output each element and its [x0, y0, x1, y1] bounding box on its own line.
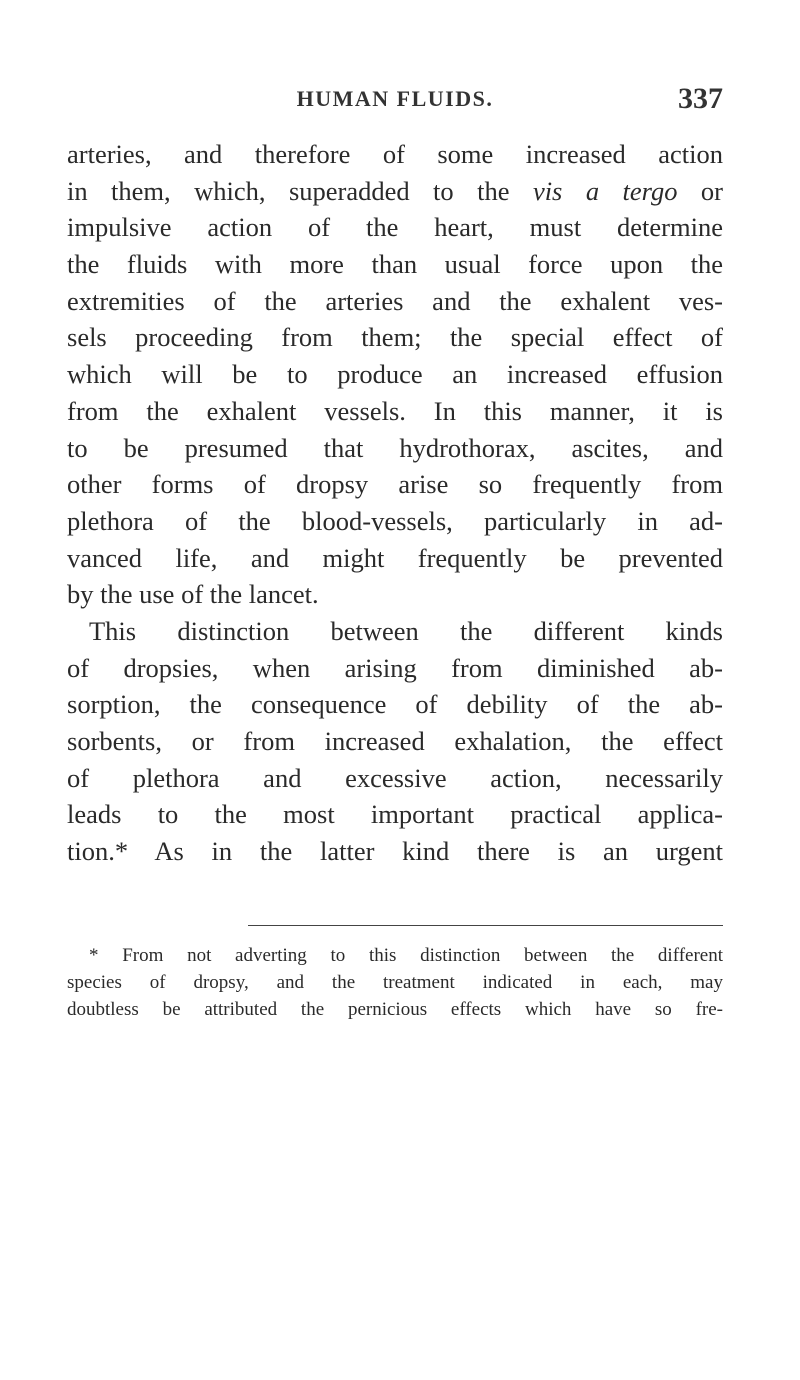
text-line: by the use of the lancet. [67, 579, 319, 610]
text-line: the fluids with more than usual force upon the [67, 249, 723, 280]
text-line [67, 173, 723, 210]
running-head [67, 82, 723, 116]
main-text [67, 136, 723, 870]
text-line-end: or [677, 175, 723, 206]
text-line: extremities of the arteries and the exhalent ves- [67, 285, 723, 316]
text-line: from the exhalent vessels. In this manner, it is [67, 395, 723, 426]
text-line: sels proceeding from them; the special effect of [67, 322, 723, 353]
text-line: of dropsies, when arising from diminished ab- [67, 652, 723, 683]
text-line: leads to the most important practical applica- [67, 799, 723, 830]
text-line: plethora of the blood-vessels, particularly in ad- [67, 505, 723, 536]
text-line: vanced life, and might frequently be prevented [67, 542, 723, 573]
footnote [67, 942, 723, 1023]
footnote-line: * From not adverting to this distinction between the different [89, 945, 723, 966]
text-line-start: in them, which, superadded to the [67, 175, 533, 206]
running-title: HUMAN FLUIDS. [296, 86, 494, 111]
text-line: sorbents, or from increased exhalation, the effect [67, 726, 723, 756]
text-line: of plethora and excessive action, necessarily [67, 762, 723, 793]
text-line: which will be to produce an increased effusion [67, 359, 723, 390]
footnote-divider [248, 925, 723, 926]
text-line: sorption, the consequence of debility of the ab- [67, 689, 723, 720]
text-line: impulsive action of the heart, must determine [67, 212, 723, 243]
paragraph-start-line: This distinction between the different kinds [89, 615, 723, 646]
latin-phrase: vis a tergo [532, 175, 678, 206]
text-line: to be presumed that hydrothorax, ascites, and [67, 432, 723, 463]
footnote-line: doubtless be attributed the pernicious effects which have so fre- [67, 999, 723, 1020]
text-line: tion.* As in the latter kind there is an urgent [67, 836, 723, 867]
page-number: 337 [678, 82, 723, 115]
text-line: arteries, and therefore of some increased action [67, 139, 723, 169]
footnote-line: species of dropsy, and the treatment indicated in each, may [67, 972, 723, 993]
text-line: other forms of dropsy arise so frequently from [67, 469, 723, 500]
